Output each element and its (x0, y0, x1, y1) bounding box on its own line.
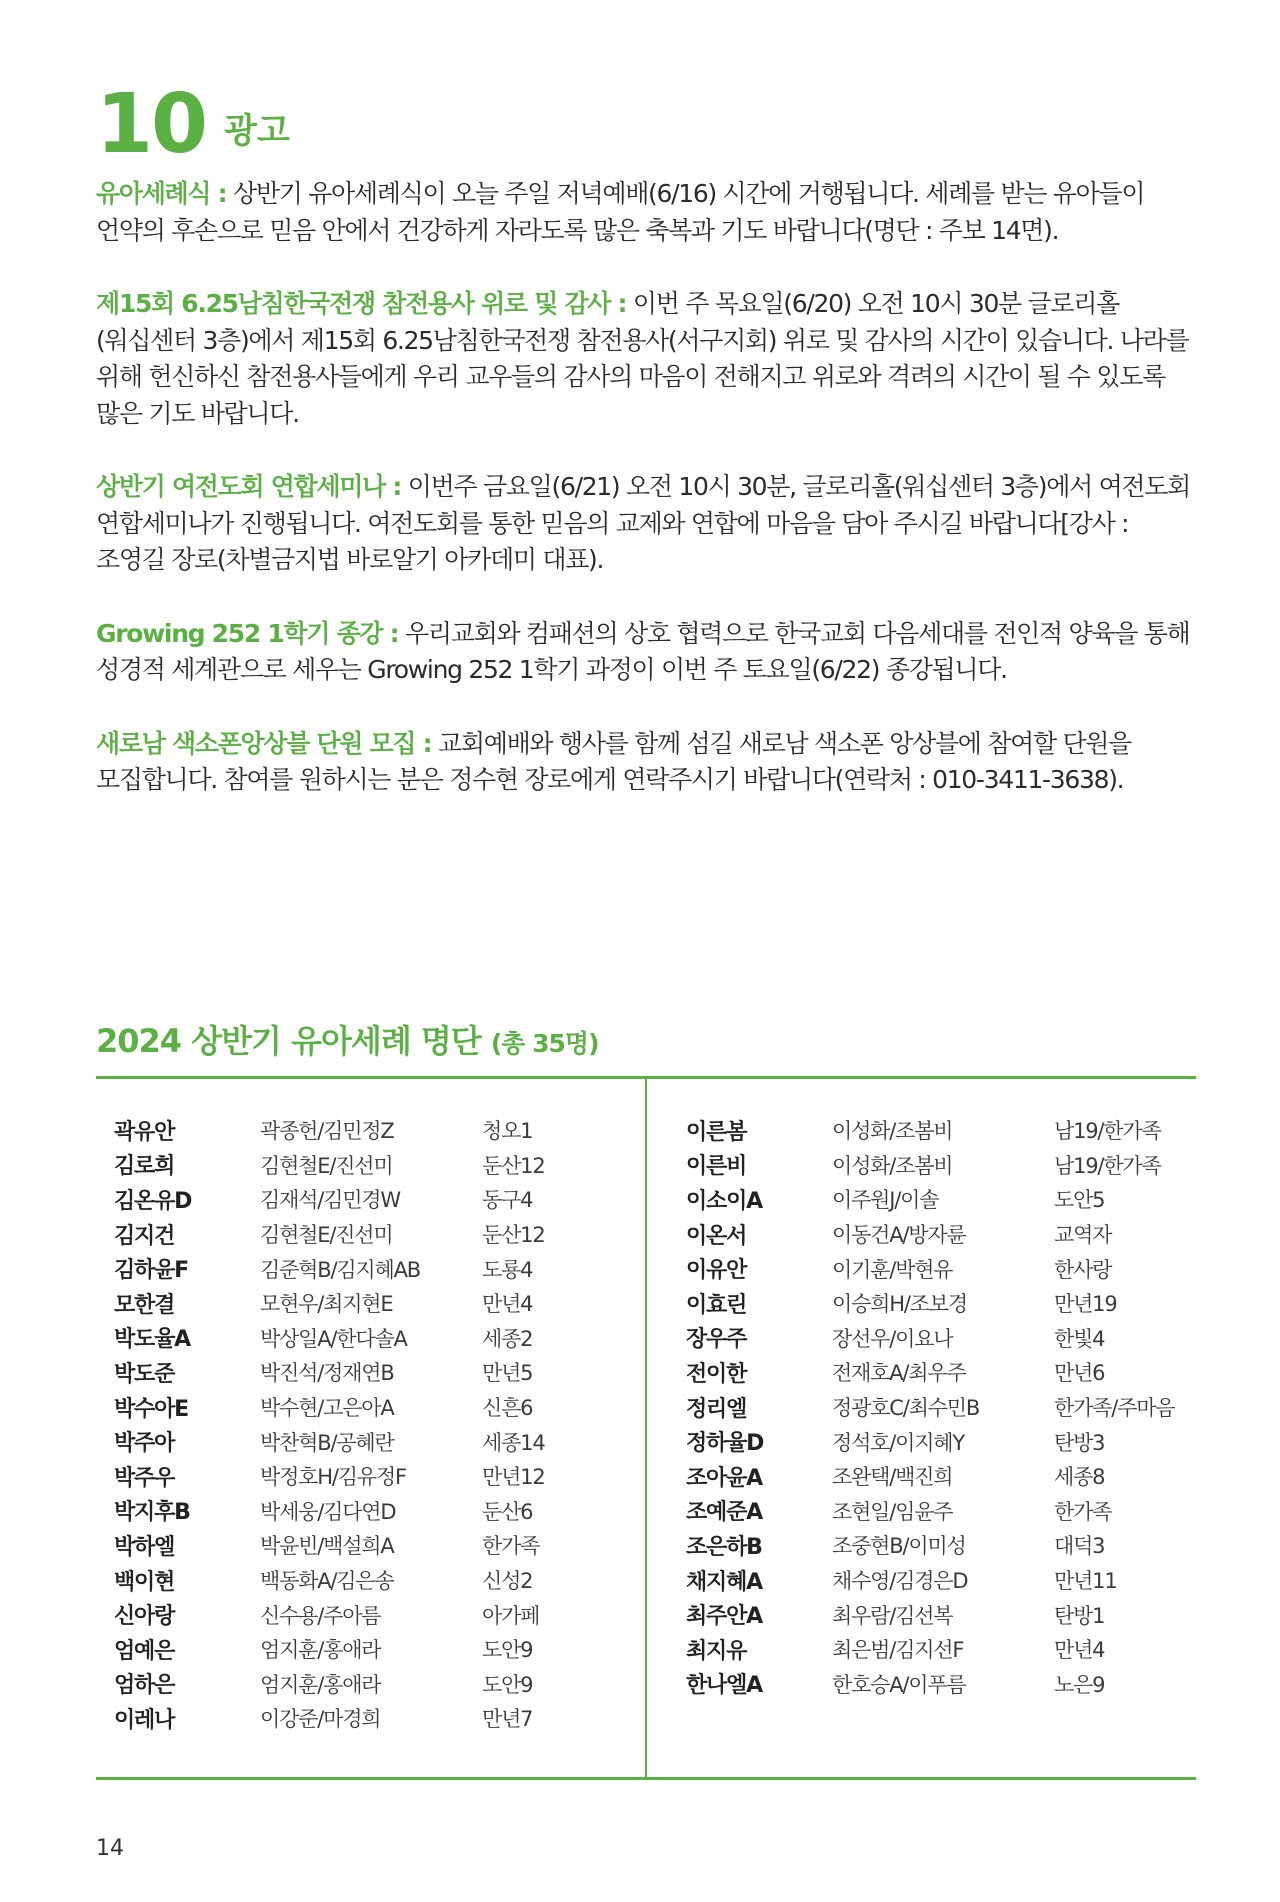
announcement-list (96, 176, 1196, 836)
group-name: 둔산6 (482, 1499, 533, 1524)
group-name: 동구4 (482, 1188, 533, 1213)
announcement-item (96, 726, 1196, 799)
announcement-item (96, 176, 1196, 249)
child-name: 엄예은 (114, 1638, 175, 1664)
child-name: 백이현 (114, 1569, 175, 1595)
group-name: 남19/한가족 (1054, 1119, 1161, 1144)
child-name: 이른봄 (686, 1119, 747, 1145)
parent-names: 모현우/최지현E (260, 1292, 393, 1317)
parent-names: 박윤빈/백설희A (260, 1534, 394, 1559)
group-name: 신흔6 (482, 1396, 533, 1421)
roster-row (686, 1597, 1174, 1632)
parent-names: 이성화/조봄비 (832, 1153, 953, 1178)
announcement-item (96, 286, 1196, 432)
child-name: 김지건 (114, 1223, 175, 1249)
roster-row (686, 1148, 1174, 1183)
child-name: 이른비 (686, 1154, 747, 1180)
parent-names: 이성화/조봄비 (832, 1119, 953, 1144)
page-number: 14 (96, 1836, 124, 1861)
child-name: 박지후B (114, 1500, 190, 1526)
group-name: 대덕3 (1054, 1534, 1105, 1559)
child-name: 모한결 (114, 1292, 175, 1318)
parent-names: 정석호/이지혜Y (832, 1430, 965, 1455)
child-name: 이효린 (686, 1292, 747, 1318)
child-name: 정리엘 (686, 1396, 747, 1422)
child-name: 전이한 (686, 1361, 747, 1387)
roster-row (686, 1494, 1174, 1529)
child-name: 정하율D (686, 1431, 764, 1457)
parent-names: 한호승A/이푸름 (832, 1672, 966, 1697)
parent-names: 조중현B/이미성 (832, 1534, 966, 1559)
group-name: 만년6 (1054, 1361, 1105, 1386)
section-number: 10 (96, 77, 207, 172)
parent-names: 이주원J/이솔 (832, 1188, 939, 1213)
roster-row (114, 1459, 545, 1494)
roster-row (114, 1251, 545, 1286)
roster-row (114, 1667, 545, 1702)
group-name: 둔산12 (482, 1223, 545, 1248)
parent-names: 조완택/백진희 (832, 1465, 953, 1490)
group-name: 도룡4 (482, 1257, 533, 1282)
roster-row (114, 1424, 545, 1459)
child-name: 이레나 (114, 1707, 175, 1733)
group-name: 도안9 (482, 1672, 533, 1697)
roster-row (114, 1563, 545, 1598)
announcement-body: 이번주 금요일(6/21) 오전 10시 30분, 글로리홀(워십센터 3층)에서 여전도회 연합세미나가 진행됩니다. 여전도회를 통한 믿음의 교제와 연합에 마음을 담아 주시길 바랍니다[강사 : 조영길 장로(차별금지법 바로알기 아카데미 대표). (96, 472, 1190, 574)
parent-names: 박상일A/한다솔A (260, 1326, 407, 1351)
parent-names: 신수용/주아름 (260, 1603, 381, 1628)
group-name: 만년7 (482, 1707, 533, 1732)
group-name: 노은9 (1054, 1672, 1105, 1697)
group-name: 한가족 (482, 1534, 540, 1559)
child-name: 조예준A (686, 1500, 762, 1526)
group-name: 세종8 (1054, 1465, 1105, 1490)
roster-row (114, 1182, 545, 1217)
announcement-body: 이번 주 목요일(6/20) 오전 10시 30분 글로리홀(워십센터 3층)에서 제15회 6.25남침한국전쟁 참전용사(서구지회) 위로 및 감사의 시간이 있습니다. 나라를 위해 헌신하신 참전용사들에게 우리 교우들의 감사의 마음이 전해지고 위로와 격려의 시간이 될 수 있도록 많은 기도 바랍니다. (96, 289, 1189, 428)
announcement-title: Growing 252 1학기 종강 : (96, 618, 399, 648)
roster-row (686, 1459, 1174, 1494)
parent-names: 이기훈/박현유 (832, 1257, 953, 1282)
parent-names: 채수영/김경은D (832, 1569, 968, 1594)
child-name: 곽유안 (114, 1119, 175, 1145)
group-name: 만년4 (482, 1292, 533, 1317)
roster-row (114, 1148, 545, 1183)
group-name: 한빛4 (1054, 1326, 1105, 1351)
roster-row (114, 1701, 545, 1736)
roster-row (686, 1321, 1174, 1356)
roster-row (114, 1113, 545, 1148)
child-name: 신아랑 (114, 1604, 175, 1630)
roster-row (114, 1494, 545, 1529)
child-name: 김로희 (114, 1154, 175, 1180)
parent-names: 엄지훈/홍애라 (260, 1638, 381, 1663)
roster-row (114, 1286, 545, 1321)
group-name: 세종2 (482, 1326, 533, 1351)
roster-row (686, 1182, 1174, 1217)
roster-row (114, 1355, 545, 1390)
parent-names: 김현철E/진선미 (260, 1223, 393, 1248)
roster-row (686, 1528, 1174, 1563)
parent-names: 박수현/고은아A (260, 1396, 394, 1421)
announcement-title: 상반기 여전도회 연합세미나 : (96, 472, 402, 501)
parent-names: 박진석/정재연B (260, 1361, 394, 1386)
parent-names: 김재석/김민경W (260, 1188, 400, 1213)
roster-left-column (114, 1113, 545, 1736)
child-name: 박도준 (114, 1361, 175, 1387)
group-name: 도안5 (1054, 1188, 1105, 1213)
child-name: 조아윤A (686, 1465, 762, 1491)
announcement-item (96, 616, 1196, 689)
child-name: 최지유 (686, 1638, 747, 1664)
group-name: 만년19 (1054, 1292, 1117, 1317)
child-name: 최주안A (686, 1604, 762, 1630)
group-name: 한사랑 (1054, 1257, 1112, 1282)
announcement-title: 제15회 6.25남침한국전쟁 참전용사 위로 및 감사 : (96, 289, 627, 318)
group-name: 남19/한가족 (1054, 1153, 1161, 1178)
announcement-body: 우리교회와 컴패션의 상호 협력으로 한국교회 다음세대를 전인적 양육을 통해 성경적 세계관으로 세우는 Growing 252 1학기 과정이 이번 주 토요일(6/22) 종강됩니다. (96, 618, 1190, 684)
parent-names: 이승희H/조보경 (832, 1292, 967, 1317)
roster-row (686, 1424, 1174, 1459)
roster-row (686, 1217, 1174, 1252)
parent-names: 전재호A/최우주 (832, 1361, 966, 1386)
parent-names: 최은범/김지선F (832, 1638, 964, 1663)
group-name: 탄방3 (1054, 1430, 1105, 1455)
parent-names: 박세웅/김다연D (260, 1499, 396, 1524)
roster-bottom-rule (96, 1777, 1196, 1780)
parent-names: 백동화A/김은송 (260, 1569, 394, 1594)
parent-names: 장선우/이요나 (832, 1326, 953, 1351)
group-name: 교역자 (1054, 1223, 1112, 1248)
roster-row (686, 1667, 1174, 1702)
roster-row (686, 1355, 1174, 1390)
roster-count: (총 35명) (490, 1029, 599, 1058)
roster-row (686, 1390, 1174, 1425)
roster-right-column (686, 1113, 1174, 1701)
group-name: 만년4 (1054, 1638, 1105, 1663)
parent-names: 이강준/마경희 (260, 1707, 381, 1732)
group-name: 도안9 (482, 1638, 533, 1663)
parent-names: 이동건A/방자륜 (832, 1223, 966, 1248)
child-name: 조은하B (686, 1534, 762, 1560)
child-name: 김온유D (114, 1188, 192, 1214)
group-name: 만년5 (482, 1361, 533, 1386)
roster-row (686, 1563, 1174, 1598)
child-name: 한나엘A (686, 1673, 762, 1699)
roster-row (114, 1217, 545, 1252)
parent-names: 정광호C/최수민B (832, 1396, 980, 1421)
group-name: 만년12 (482, 1465, 545, 1490)
roster-row (114, 1390, 545, 1425)
parent-names: 김현철E/진선미 (260, 1153, 393, 1178)
group-name: 아가페 (482, 1603, 540, 1628)
parent-names: 박정호H/김유정F (260, 1465, 406, 1490)
announcement-body: 교회예배와 행사를 함께 섬길 새로남 색소폰 앙상블에 참여할 단원을 모집합니다. 참여를 원하시는 분은 정수현 장로에게 연락주시기 바랍니다(연락처 : 010-3411-3638). (96, 728, 1131, 794)
parent-names: 조현일/임윤주 (832, 1499, 953, 1524)
roster-row (686, 1113, 1174, 1148)
group-name: 한가족 (1054, 1499, 1112, 1524)
roster-row (114, 1528, 545, 1563)
group-name: 세종14 (482, 1430, 545, 1455)
group-name: 만년11 (1054, 1569, 1117, 1594)
group-name: 둔산12 (482, 1153, 545, 1178)
group-name: 한가족/주마음 (1054, 1396, 1175, 1421)
announcement-item (96, 469, 1196, 579)
roster-row (114, 1597, 545, 1632)
child-name: 엄하은 (114, 1673, 175, 1699)
child-name: 장우주 (686, 1327, 747, 1353)
parent-names: 엄지훈/홍애라 (260, 1672, 381, 1697)
roster-row (686, 1286, 1174, 1321)
parent-names: 최우람/김선복 (832, 1603, 953, 1628)
group-name: 청오1 (482, 1119, 533, 1144)
section-header (96, 77, 290, 172)
roster-row (686, 1251, 1174, 1286)
announcement-title: 새로남 색소폰앙상블 단원 모집 : (96, 728, 432, 758)
section-title: 광고 (224, 111, 290, 151)
child-name: 채지혜A (686, 1569, 762, 1595)
parent-names: 김준혁B/김지혜AB (260, 1257, 420, 1282)
roster-row (114, 1632, 545, 1667)
child-name: 이소이A (686, 1188, 762, 1214)
child-name: 이유안 (686, 1258, 747, 1284)
parent-names: 박찬혁B/공혜란 (260, 1430, 394, 1455)
child-name: 박도율A (114, 1327, 190, 1353)
child-name: 박주아 (114, 1431, 175, 1457)
parent-names: 곽종헌/김민정Z (260, 1119, 394, 1144)
group-name: 탄방1 (1054, 1603, 1105, 1628)
roster-title (96, 1016, 599, 1062)
roster-column-divider (645, 1079, 647, 1777)
child-name: 박수아E (114, 1396, 188, 1422)
roster-row (686, 1632, 1174, 1667)
announcement-body: 상반기 유아세례식이 오늘 주일 저녁예배(6/16) 시간에 거행됩니다. 세례를 받는 유아들이 언약의 후손으로 믿음 안에서 건강하게 자라도록 많은 축복과 기도 바랍니다(명단 : 주보 14면). (96, 179, 1145, 245)
child-name: 박하엘 (114, 1534, 175, 1560)
announcement-title: 유아세례식 : (96, 179, 227, 208)
child-name: 박주우 (114, 1465, 175, 1491)
child-name: 이온서 (686, 1223, 747, 1249)
roster-row (114, 1321, 545, 1356)
group-name: 신성2 (482, 1569, 533, 1594)
roster-heading: 2024 상반기 유아세례 명단 (96, 1022, 481, 1060)
child-name: 김하윤F (114, 1258, 188, 1284)
